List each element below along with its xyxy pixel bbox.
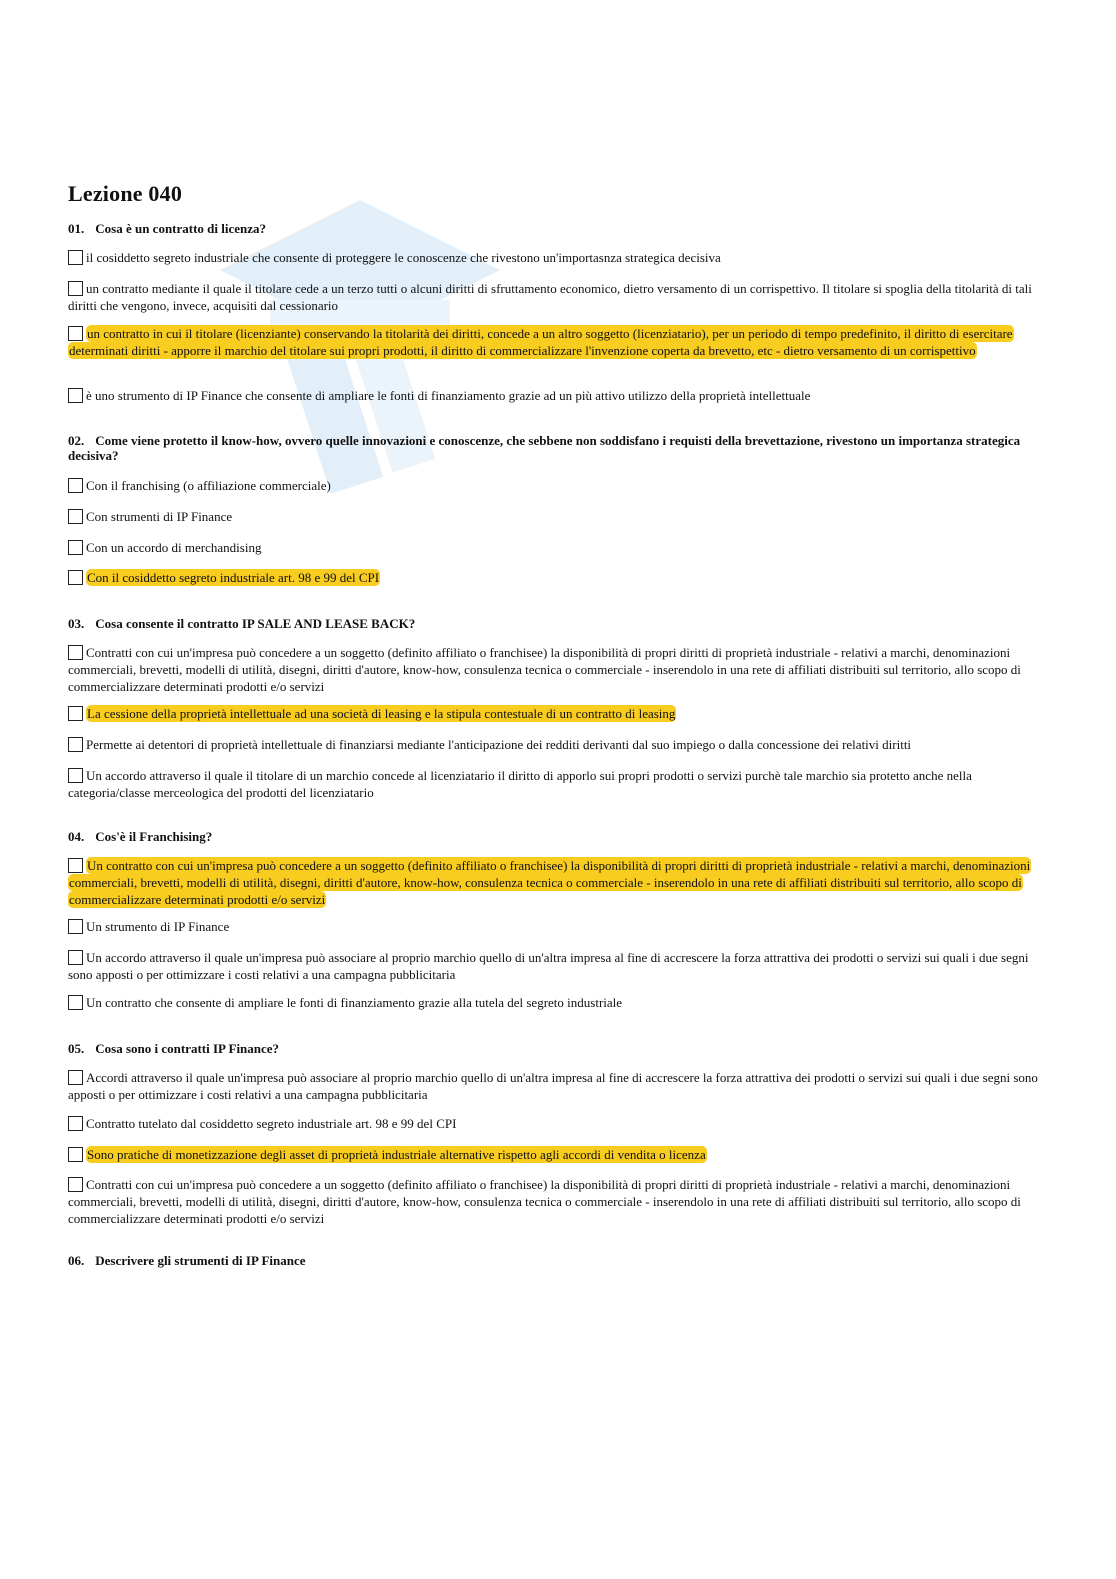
answer-option-correct [68,857,1043,908]
answer-option [68,477,1043,494]
answer-option [68,949,1043,983]
answer-checkbox[interactable] [68,737,83,752]
answer-option-correct [68,569,1043,586]
answer-checkbox[interactable] [68,768,83,783]
question-text: Cosa è un contratto di licenza? [95,221,267,236]
answer-checkbox[interactable] [68,388,83,403]
answer-text: Con strumenti di IP Finance [86,509,233,524]
question-number: 01. [68,221,85,236]
answer-checkbox[interactable] [68,950,83,965]
question-text: Cos'è il Franchising? [95,829,213,844]
answer-text-highlighted: un contratto in cui il titolare (licenziante) conservando la titolarità dei diritti, concede a un altro soggetto (licenziatario), per un periodo di tempo predefinito, il diritto di esercitare determinati diritti - apporre il marchio del titolare sui propri prodotti, il diritto di commercializzare l'invenzione coperta da brevetto, etc - dietro versamento di un corrispettivo [69,326,1013,358]
question-02 [68,433,1043,463]
answer-checkbox[interactable] [68,1070,83,1085]
answer-checkbox[interactable] [68,1147,83,1162]
answer-checkbox[interactable] [68,326,83,341]
question-text: Cosa consente il contratto IP SALE AND LEASE BACK? [95,616,416,631]
answer-text: Contratti con cui un'impresa può concedere a un soggetto (definito affiliato o franchisee) la disponibilità di propri diritti di proprietà industriale - relativi a marchi, denominazioni commerciali, brevetti, modelli di utilità, disegni, diritti d'autore, know-how, consulenza tecnica o commerciale - inserendolo in una rete di affiliati distribuiti sul territorio, allo scopo di commercializzare determinati prodotti e/o servizi [68,645,1021,694]
answer-option [68,508,1043,525]
answer-option-correct [68,705,1043,722]
question-text: Come viene protetto il know-how, ovvero quelle innovazioni e conoscenze, che sebbene non soddisfano i requisti della brevettazione, rivestono un importanza strategica decisiva? [68,433,1021,463]
answer-text: Contratti con cui un'impresa può concedere a un soggetto (definito affiliato o franchisee) la disponibilità di propri diritti di proprietà industriale - relativi a marchi, denominazioni commerciali, brevetti, modelli di utilità, disegni, diritti d'autore, know-how, consulenza tecnica o commerciale - inserendolo in una rete di affiliati distribuiti sul territorio, allo scopo di commercializzare determinati prodotti e/o servizi [68,1177,1021,1226]
answer-text-highlighted: La cessione della proprietà intellettuale ad una società di leasing e la stipula contestuale di un contratto di leasing [87,706,676,721]
answer-checkbox[interactable] [68,1116,83,1131]
answer-option [68,767,1043,801]
question-number: 02. [68,433,85,448]
answer-text-highlighted: Con il cosiddetto segreto industriale art. 98 e 99 del CPI [87,570,380,585]
answer-checkbox[interactable] [68,570,83,585]
question-01 [68,221,1043,236]
answer-text: è uno strumento di IP Finance che consente di ampliare le fonti di finanziamento grazie ad un più attivo utilizzo della proprietà intellettuale [86,388,811,403]
question-number: 06. [68,1253,85,1268]
question-number: 05. [68,1041,85,1056]
answer-option [68,280,1043,314]
question-04 [68,829,1043,844]
answer-option-correct [68,325,1043,359]
answer-text: Un accordo attraverso il quale il titolare di un marchio concede al licenziatario il diritto di apporlo sui propri prodotti o servizi purchè tale marchio sia protetto anche nella categoria/classe merceologica del prodotti del licenziatario [68,768,972,800]
answer-option [68,918,1043,935]
answer-checkbox[interactable] [68,540,83,555]
question-03 [68,616,1043,631]
answer-text-highlighted: Un contratto con cui un'impresa può concedere a un soggetto (definito affiliato o franchisee) la disponibilità di propri diritti di proprietà industriale - relativi a marchi, denominazioni commerciali, brevetti, modelli di utilità, disegni, diritti d'autore, know-how, consulenza tecnica o commerciale - inserendolo in una rete di affiliati distribuiti sul territorio, allo scopo di commercializzare determinati prodotti e/o servizi [69,858,1031,907]
answer-option [68,1069,1043,1103]
answer-option [68,1176,1043,1227]
question-number: 04. [68,829,85,844]
answer-checkbox[interactable] [68,858,83,873]
answer-option [68,1115,1043,1132]
answer-text: Permette ai detentori di proprietà intellettuale di finanziarsi mediante l'anticipazione dei redditi derivanti dal suo impiego o dalla concessione dei relativi diritti [86,737,912,752]
answer-text: Con il franchising (o affiliazione commerciale) [86,478,331,493]
lesson-title: Lezione 040 [68,181,183,206]
answer-text: Accordi attraverso il quale un'impresa può associare al proprio marchio quello di un'altra impresa al fine di accrescere la forza attrattiva dei prodotti o servizi sui quali i due segni sono apposti o per ottimizzare i costi relativi a una campagna pubblicitaria [68,1070,1038,1102]
answer-text: Con un accordo di merchandising [86,540,262,555]
answer-option-correct [68,1146,1043,1163]
answer-text: Un strumento di IP Finance [86,919,230,934]
answer-text: Contratto tutelato dal cosiddetto segreto industriale art. 98 e 99 del CPI [86,1116,457,1131]
question-06 [68,1253,1043,1268]
answer-option [68,644,1043,695]
question-number: 03. [68,616,85,631]
answer-text: Un contratto che consente di ampliare le fonti di finanziamento grazie alla tutela del segreto industriale [86,995,623,1010]
answer-option [68,736,1043,753]
answer-text: Un accordo attraverso il quale un'impresa può associare al proprio marchio quello di un'altra impresa al fine di accrescere la forza attrattiva dei prodotti o servizi sui quali i due segni sono apposti o per ottimizzare i costi relativi a una campagna pubblicitaria [68,950,1029,982]
answer-checkbox[interactable] [68,1177,83,1192]
answer-option [68,539,1043,556]
question-text: Descrivere gli strumenti di IP Finance [95,1253,306,1268]
answer-text-highlighted: Sono pratiche di monetizzazione degli asset di proprietà industriale alternative rispetto agli accordi di vendita o licenza [87,1147,706,1162]
answer-option [68,387,1043,404]
answer-option [68,249,1043,266]
answer-text: il cosiddetto segreto industriale che consente di proteggere le conoscenze che rivestono un'importasnza strategica decisiva [86,250,721,265]
question-05 [68,1041,1043,1056]
answer-checkbox[interactable] [68,995,83,1010]
answer-text: un contratto mediante il quale il titolare cede a un terzo tutti o alcuni diritti di sfruttamento economico, dietro versamento di un corrispettivo. Il titolare si spoglia della titolarità di tali diritti che vengono, invece, acquisiti dal cessionario [68,281,1032,313]
answer-checkbox[interactable] [68,478,83,493]
question-text: Cosa sono i contratti IP Finance? [95,1041,280,1056]
answer-checkbox[interactable] [68,919,83,934]
answer-option [68,994,1043,1011]
answer-checkbox[interactable] [68,645,83,660]
answer-checkbox[interactable] [68,281,83,296]
answer-checkbox[interactable] [68,706,83,721]
answer-checkbox[interactable] [68,250,83,265]
answer-checkbox[interactable] [68,509,83,524]
